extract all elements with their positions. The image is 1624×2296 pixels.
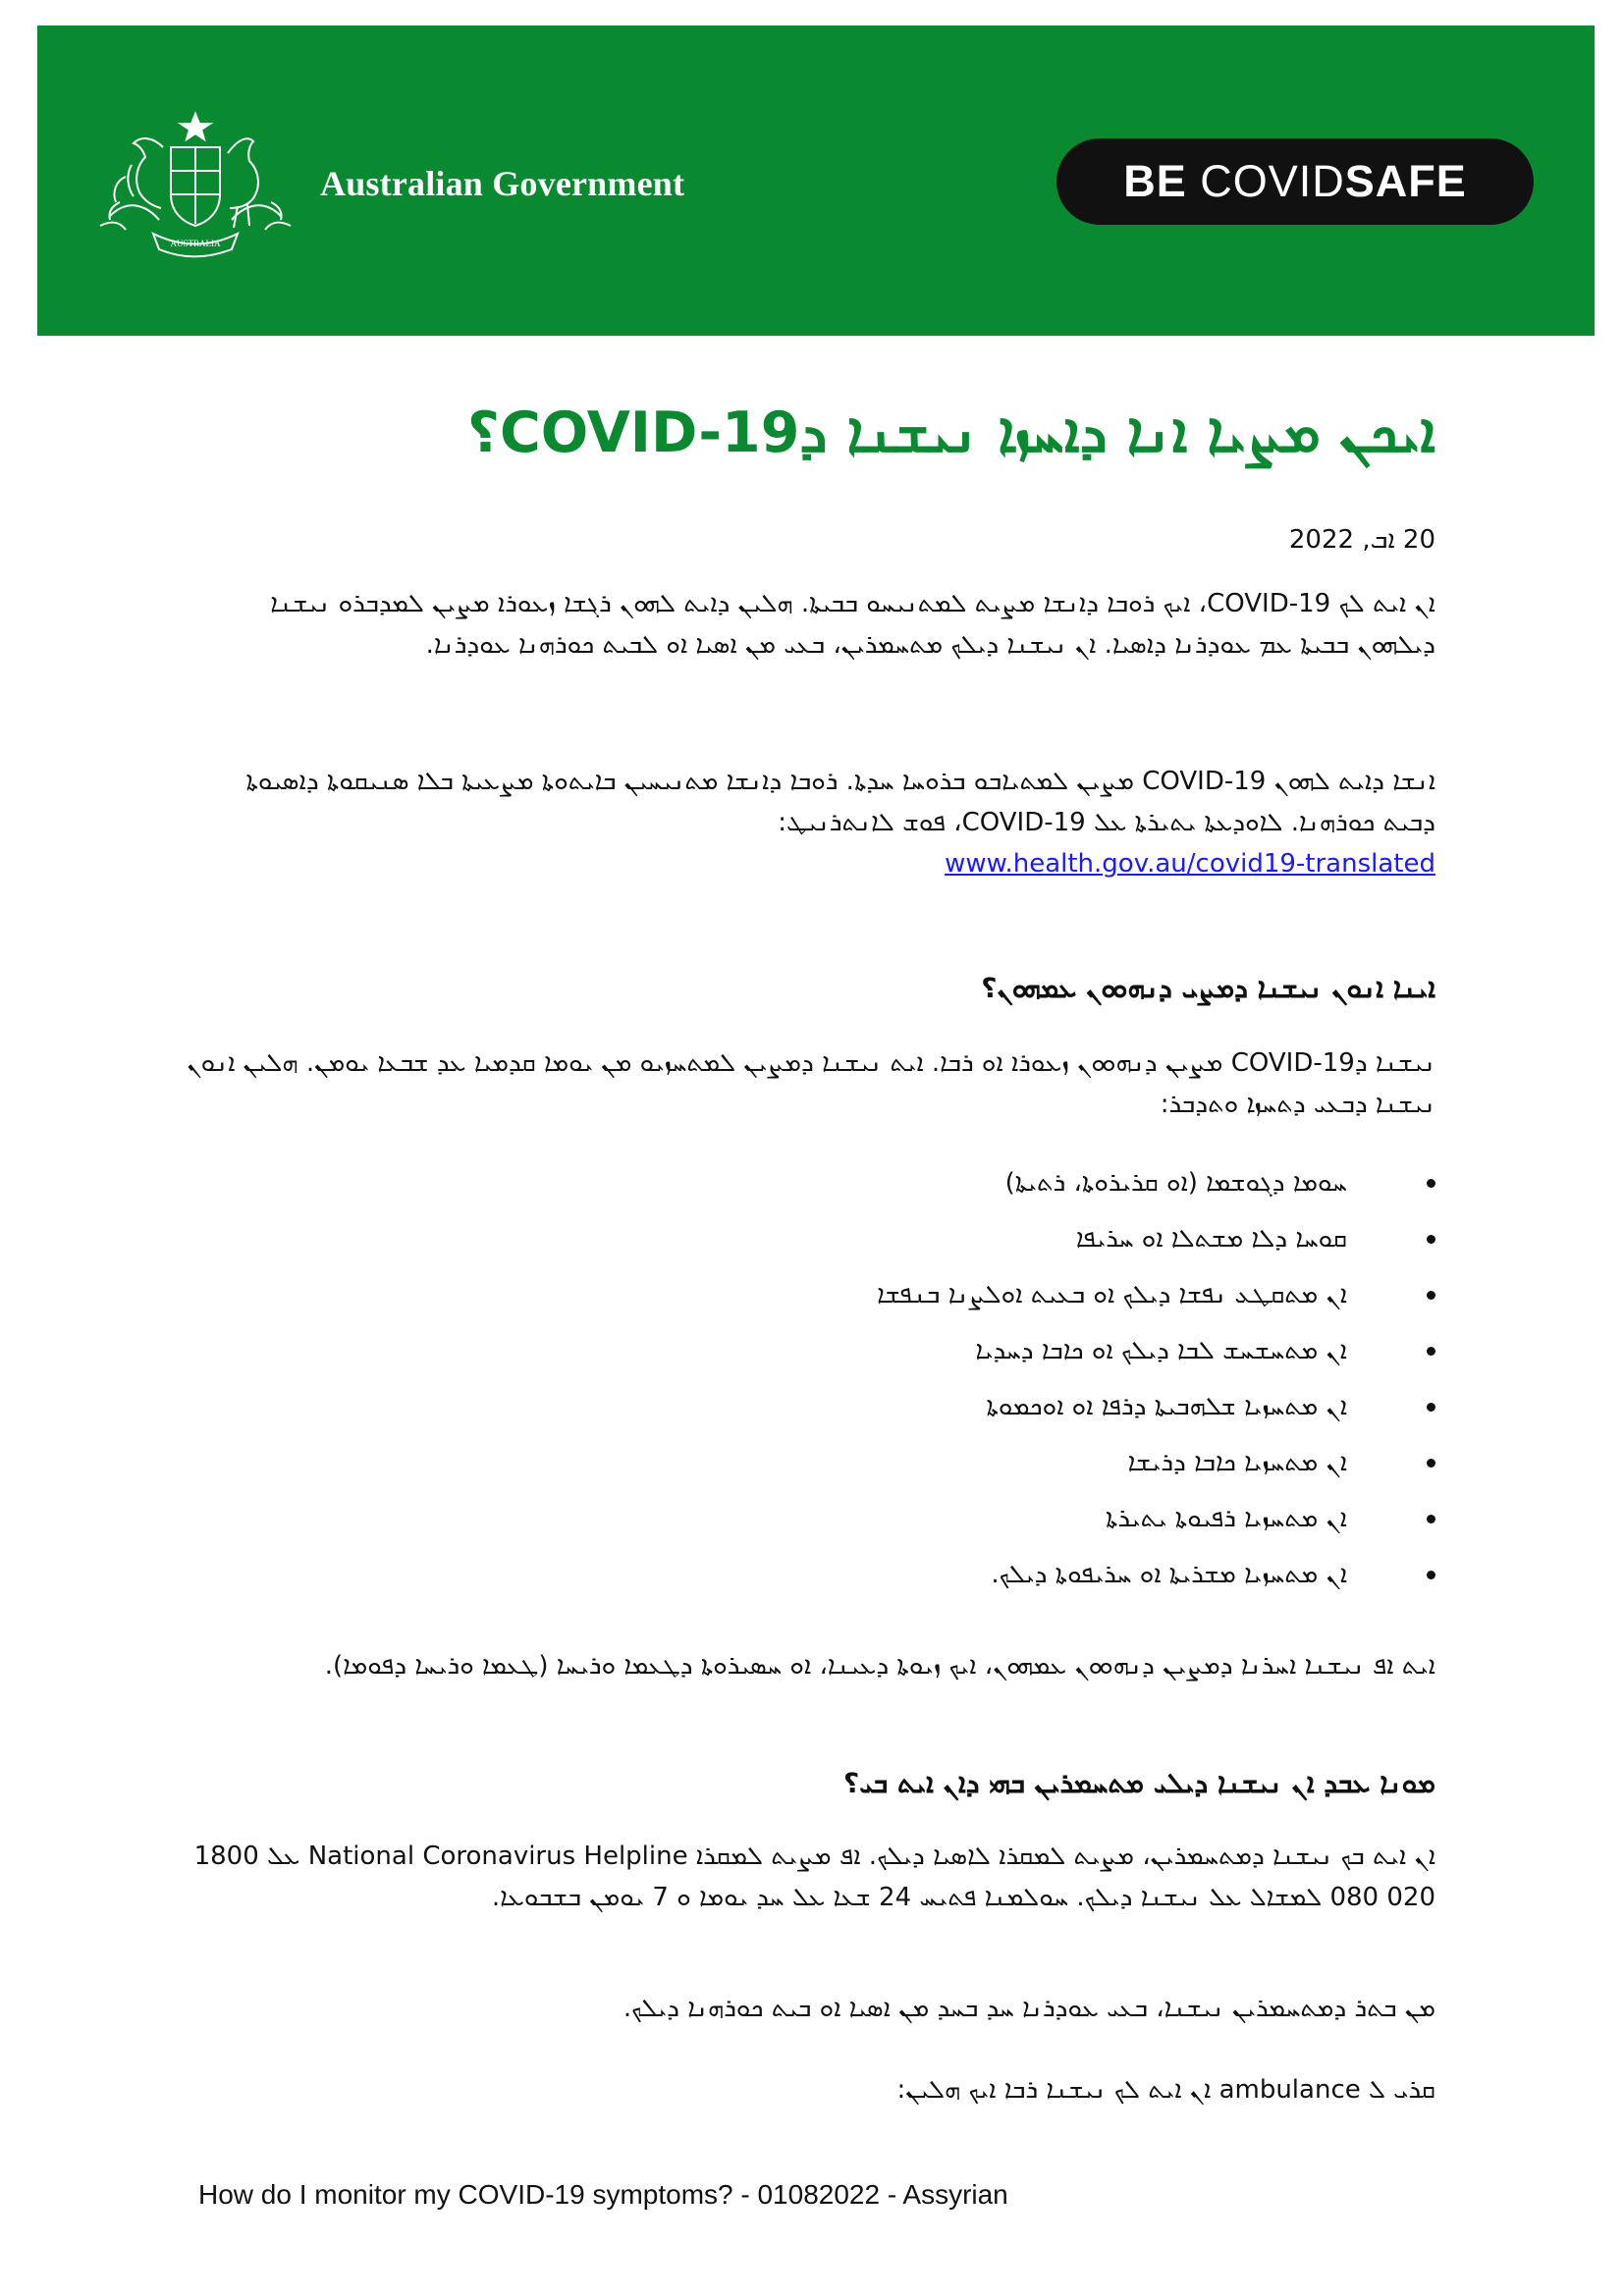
symptoms-heading: ܐܝܢܐ ܐܢܘܢ ܢܝܫܢܐ ܕܡܨܝ ܕܢܗܘܘܢ ܥܡܗܘܢ؟ — [981, 972, 1435, 1004]
seek-care-paragraph: ܡܢ ܒܬܪ ܕܡܬܚܡܪܝܢ ܢܝܫܢܐ، ܒܥܝ ܥܘܕܪܢܐ ܚܕ ܒܚܕ ܡܢ ܐܣܝܐ ܐܘ ܒܝܬ ܟܘܪܗܢܐ ܕܝܠܟ. — [623, 1994, 1435, 2023]
list-item: ܐܢ ܡܬܚܫܚܫ ܠܒܐ ܕܝܠܟ ܐܘ ܟܐܒܐ ܕܚܕܝܐ — [454, 1336, 1435, 1392]
list-item: ܐܢ ܡܬܚܙܝܐ ܫܠܗܒܝܬܐ ܕܪܦܐ ܐܘ ܐܘܟܡܘܬܐ — [454, 1392, 1435, 1448]
page-title: ܐܝܟܢ ܡܨܝܐ ܐܢܐ ܕܐܚܙܐ ܢܝܫܢܐ ܕCOVID-19؟ — [466, 400, 1435, 465]
badge-be-text: BE — [1123, 156, 1201, 206]
bullet-dot — [1427, 1459, 1435, 1468]
bullet-dot — [1427, 1515, 1435, 1523]
list-item: ܐܢ ܡܬܚܙܝܐ ܟܐܒܐ ܕܪܝܫܐ — [454, 1448, 1435, 1504]
government-name: Australian Government — [320, 164, 685, 203]
bullet-dot — [1427, 1571, 1435, 1579]
info-paragraph — [187, 761, 1435, 884]
badge-covid-text: COVID — [1200, 156, 1345, 206]
bullet-dot — [1427, 1403, 1435, 1412]
badge-safe-text: SAFE — [1344, 156, 1467, 206]
worse-symptoms-heading: ܡܘܢܐ ܥܒܕ ܐܢ ܢܝܫܢܐ ܕܝܠܝ ܡܬܚܡܪܝܢ ܒܗܝ ܕܐܢ ܐܝܬ ܒܝ؟ — [842, 1767, 1435, 1799]
bullet-dot — [1427, 1347, 1435, 1356]
list-item: ܚܘܡܐ ܕܓܘܫܡܐ (ܐܘ ܩܪܝܪܘܬܐ، ܪܬܝܬܐ) — [454, 1168, 1435, 1224]
list-item: ܐܢ ܡܬܩܛܥ ܢܦܫܐ ܕܝܠܟ ܐܘ ܒܥܝܬ ܐܘܠܨܢܐ ܒܢܦܫܐ — [454, 1280, 1435, 1336]
commonwealth-crest-logo — [90, 108, 300, 270]
list-item: ܩܘܚܐ ܕܠܐ ܡܫܬܠܐ ܐܘ ܚܪܝܦܐ — [454, 1224, 1435, 1280]
info-paragraph-text: ܐܢܫܐ ܕܐܝܬ ܠܗܘܢ COVID-19 ܡܨܝܢ ܠܡܬܝܐܒܘ ܒܪܘܚܐ ܚܕܬܐ. ܪܘܒܐ ܕܐܢܫܐ ܡܬܢܝܚܝܢ ܒܐܝܬܘܬܐ ܡܨܥܝܬܐ ܒܠܐ ܣܢܝܩܘܬܐ ܕܐܣܝܘܬܐ ܕܒܝܬ ܟܘܪܗܢܐ. ܠܐܘܕܥܬܐ ܝܬܝܪܬܐ ܥܠ COVID-19، ܦܘܫ ܠܐܢܬܪܢܝܛ: — [245, 767, 1435, 837]
list-item: ܐܢ ܡܬܚܙܝܐ ܡܫܪܝܬܐ ܐܘ ܚܪܝܦܘܬܐ ܕܝܠܟ. — [454, 1560, 1435, 1616]
other-symptoms-paragraph: ܐܝܬ ܐܦ ܢܝܫܢܐ ܐܚܪܢܐ ܕܡܨܝܢ ܕܢܗܘܘܢ ܥܡܗܘܢ، ܐܝܟ ܙܝܘܬܐ ܕܥܝܢܐ، ܐܘ ܚܣܝܪܘܬܐ ܕܛܥܡܐ ܘܪܝܚܐ (ܛܥܡܐ ܘܪܝܚܐ ܕܦܘܡܐ). — [324, 1651, 1435, 1681]
list-item: ܐܢ ܡܬܚܙܝܐ ܪܦܝܘܬܐ ܝܬܝܪܬܐ — [454, 1504, 1435, 1560]
bullet-dot — [1427, 1291, 1435, 1300]
symptoms-intro-paragraph: ܢܝܫܢܐ ܕCOVID-19 ܡܨܝܢ ܕܢܗܘܘܢ ܙܥܘܪܐ ܐܘ ܪܒܐ. ܐܝܬ ܢܝܫܢܐ ܕܡܨܝܢ ܠܡܬܚܙܝܘ ܡܢ ܝܘܡܐ ܩܕܡܝܐ ܥܕ ܫܒܥܐ ܝܘܡܢ. ܗܠܝܢ ܐܢܘܢ ܢܝܫܢܐ ܕܒܥܝ ܕܬܚܙܐ ܘܬܕܒܪ: — [187, 1048, 1435, 1119]
symptoms-list — [454, 1168, 1435, 1616]
helpline-paragraph: ܐܢ ܐܝܬ ܒܟ ܢܝܫܢܐ ܕܡܬܚܡܪܝܢ، ܡܨܝܬ ܠܡܩܪܐ ܠܐܣܝܐ ܕܝܠܟ. ܐܦ ܡܨܝܬ ܠܡܩܪܐ National Coronavirus Helpline ܥܠ 1800 020 080 ܠܡܫܐܠ ܥܠ ܢܝܫܢܐ ܕܝܠܟ. ܚܘܠܡܢܐ ܦܬܝܚ 24 ܫܥܐ ܥܠ ܚܕ ܝܘܡܐ ܘ 7 ܝܘܡܢ ܒܫܒܘܥܐ. — [193, 1842, 1435, 1912]
bullet-dot — [1427, 1235, 1435, 1244]
document-footer: How do I monitor my COVID-19 symptoms? - 01082022 - Assyrian — [198, 2179, 1008, 2210]
publication-date: 20 ܐܒ, 2022 — [1288, 525, 1435, 555]
ambulance-paragraph: ܩܪܝ ܠ ambulance ܐܢ ܐܝܬ ܠܟ ܢܝܫܢܐ ܪܒܐ ܐܝܟ ܗܠܝܢ: — [896, 2075, 1435, 2105]
be-covidsafe-badge — [1056, 138, 1534, 225]
crest-scroll-text: AUSTRALIA — [170, 239, 221, 248]
bullet-dot — [1427, 1179, 1435, 1188]
translated-resources-link[interactable]: www.health.gov.au/covid19-translated — [945, 849, 1435, 879]
intro-paragraph: ܐܢ ܐܝܬ ܠܟ COVID-19، ܐܝܟ ܪܘܒܐ ܕܐܢܫܐ ܡܨܝܬ ܠܡܬܢܝܚܘ ܒܒܝܬܐ. ܗܠܝܢ ܕܐܝܬ ܠܗܘܢ ܪܓܫܐ ܙܥܘܪܐ ܡܨܝܢ ܠܡܕܒܪܘ ܢܝܫܢܐ ܕܝܠܗܘܢ ܒܒܝܬܐ ܥܡ ܥܘܕܪܢܐ ܕܐܣܝܐ. ܐܢ ܢܝܫܢܐ ܕܝܠܟ ܡܬܚܡܪܝܢ، ܒܥܝ ܡܢ ܐܣܝܐ ܐܘ ܠܒܝܬ ܟܘܪܗܢܐ ܥܘܕܪܢܐ. — [270, 589, 1435, 660]
